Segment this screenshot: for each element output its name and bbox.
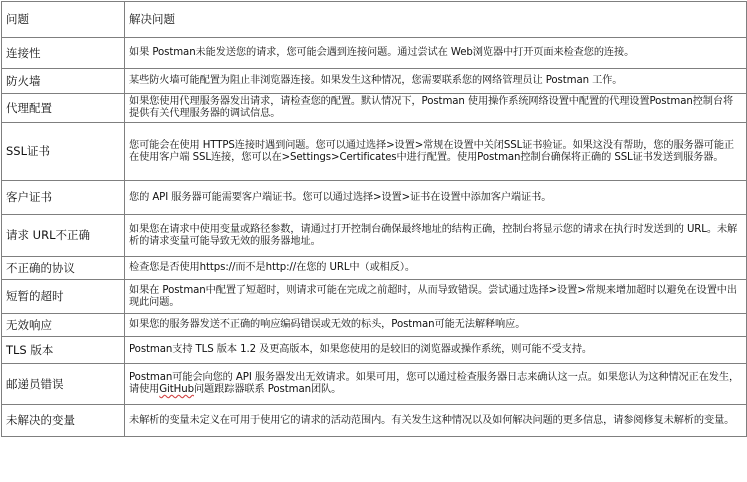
- issue-cell: SSL证书: [2, 123, 125, 181]
- solution-text-before-link: Postman可能会向您的 API 服务器发出无效请求。如果可用，您可以通过检查服务器日志来确认这一点。如果您认为这种情况正在发生，请使用: [129, 372, 740, 395]
- troubleshooting-table-container: [1, 1, 746, 480]
- issue-cell: 不正确的协议: [2, 257, 125, 280]
- solution-cell: 检查您是否使用https://而不是http://在您的 URL中（或相反）。: [125, 257, 747, 280]
- table-row: [2, 257, 747, 280]
- solution-cell: 您可能会在使用 HTTPS连接时遇到问题。您可以通过选择>设置>常规在设置中关闭SSL证书验证。如果这没有帮助，您的服务器可能正在使用客户端 SSL连接，您可以在>Settings>Certificates中进行配置。使用Postman控制台确保将正确的 SSL证书发送到服务器。: [125, 123, 747, 181]
- issue-cell: 代理配置: [2, 94, 125, 123]
- solution-cell: 如果您使用代理服务器发出请求，请检查您的配置。默认情况下，Postman 使用操作系统网络设置中配置的代理设置Postman控制台将提供有关代理服务器的调试信息。: [125, 94, 747, 123]
- table-row: [2, 215, 747, 257]
- issue-cell: 无效响应: [2, 314, 125, 337]
- solution-cell: 未解析的变量未定义在可用于使用它的请求的活动范围内。有关发生这种情况以及如何解决问题的更多信息，请参阅修复未解析的变量。: [125, 405, 747, 437]
- solution-text-after-link: 问题跟踪器联系 Postman团队。: [193, 384, 342, 395]
- issue-cell: 未解决的变量: [2, 405, 125, 437]
- solution-cell: 某些防火墙可能配置为阻止非浏览器连接。如果发生这种情况，您需要联系您的网络管理员让 Postman 工作。: [125, 69, 747, 94]
- solution-column-header: 解决问题: [125, 2, 747, 38]
- table-row: [2, 280, 747, 314]
- solution-cell: 如果您的服务器发送不正确的响应编码错误或无效的标头，Postman可能无法解释响应。: [125, 314, 747, 337]
- table-row: [2, 69, 747, 94]
- table-row: [2, 314, 747, 337]
- github-link[interactable]: GitHub: [159, 384, 194, 395]
- solution-cell: [125, 364, 747, 405]
- table-row: [2, 181, 747, 215]
- table-row: [2, 364, 747, 405]
- solution-cell: 如果您在请求中使用变量或路径参数，请通过打开控制台确保最终地址的结构正确，控制台将显示您的请求在执行时发送到的 URL。未解析的请求变量可能导致无效的服务器地址。: [125, 215, 747, 257]
- issue-cell: 邮递员错误: [2, 364, 125, 405]
- issue-cell: 防火墙: [2, 69, 125, 94]
- issue-cell: TLS 版本: [2, 337, 125, 364]
- table-row: [2, 337, 747, 364]
- solution-cell: Postman支持 TLS 版本 1.2 及更高版本，如果您使用的是较旧的浏览器或操作系统，则可能不受支持。: [125, 337, 747, 364]
- issue-column-header: 问题: [2, 2, 125, 38]
- issue-cell: 客户证书: [2, 181, 125, 215]
- table-header-row: [2, 2, 747, 38]
- solution-cell: 如果 Postman未能发送您的请求，您可能会遇到连接问题。通过尝试在 Web浏览器中打开页面来检查您的连接。: [125, 38, 747, 69]
- issue-cell: 连接性: [2, 38, 125, 69]
- issue-cell: 短暂的超时: [2, 280, 125, 314]
- issue-cell: 请求 URL不正确: [2, 215, 125, 257]
- table-row: [2, 405, 747, 437]
- table-row: [2, 123, 747, 181]
- solution-cell: 您的 API 服务器可能需要客户端证书。您可以通过选择>设置>证书在设置中添加客户端证书。: [125, 181, 747, 215]
- solution-cell: 如果在 Postman中配置了短超时，则请求可能在完成之前超时，从而导致错误。尝试通过选择>设置>常规来增加超时以避免在设置中出现此问题。: [125, 280, 747, 314]
- table-row: [2, 94, 747, 123]
- troubleshooting-table: [1, 1, 747, 437]
- table-row: [2, 38, 747, 69]
